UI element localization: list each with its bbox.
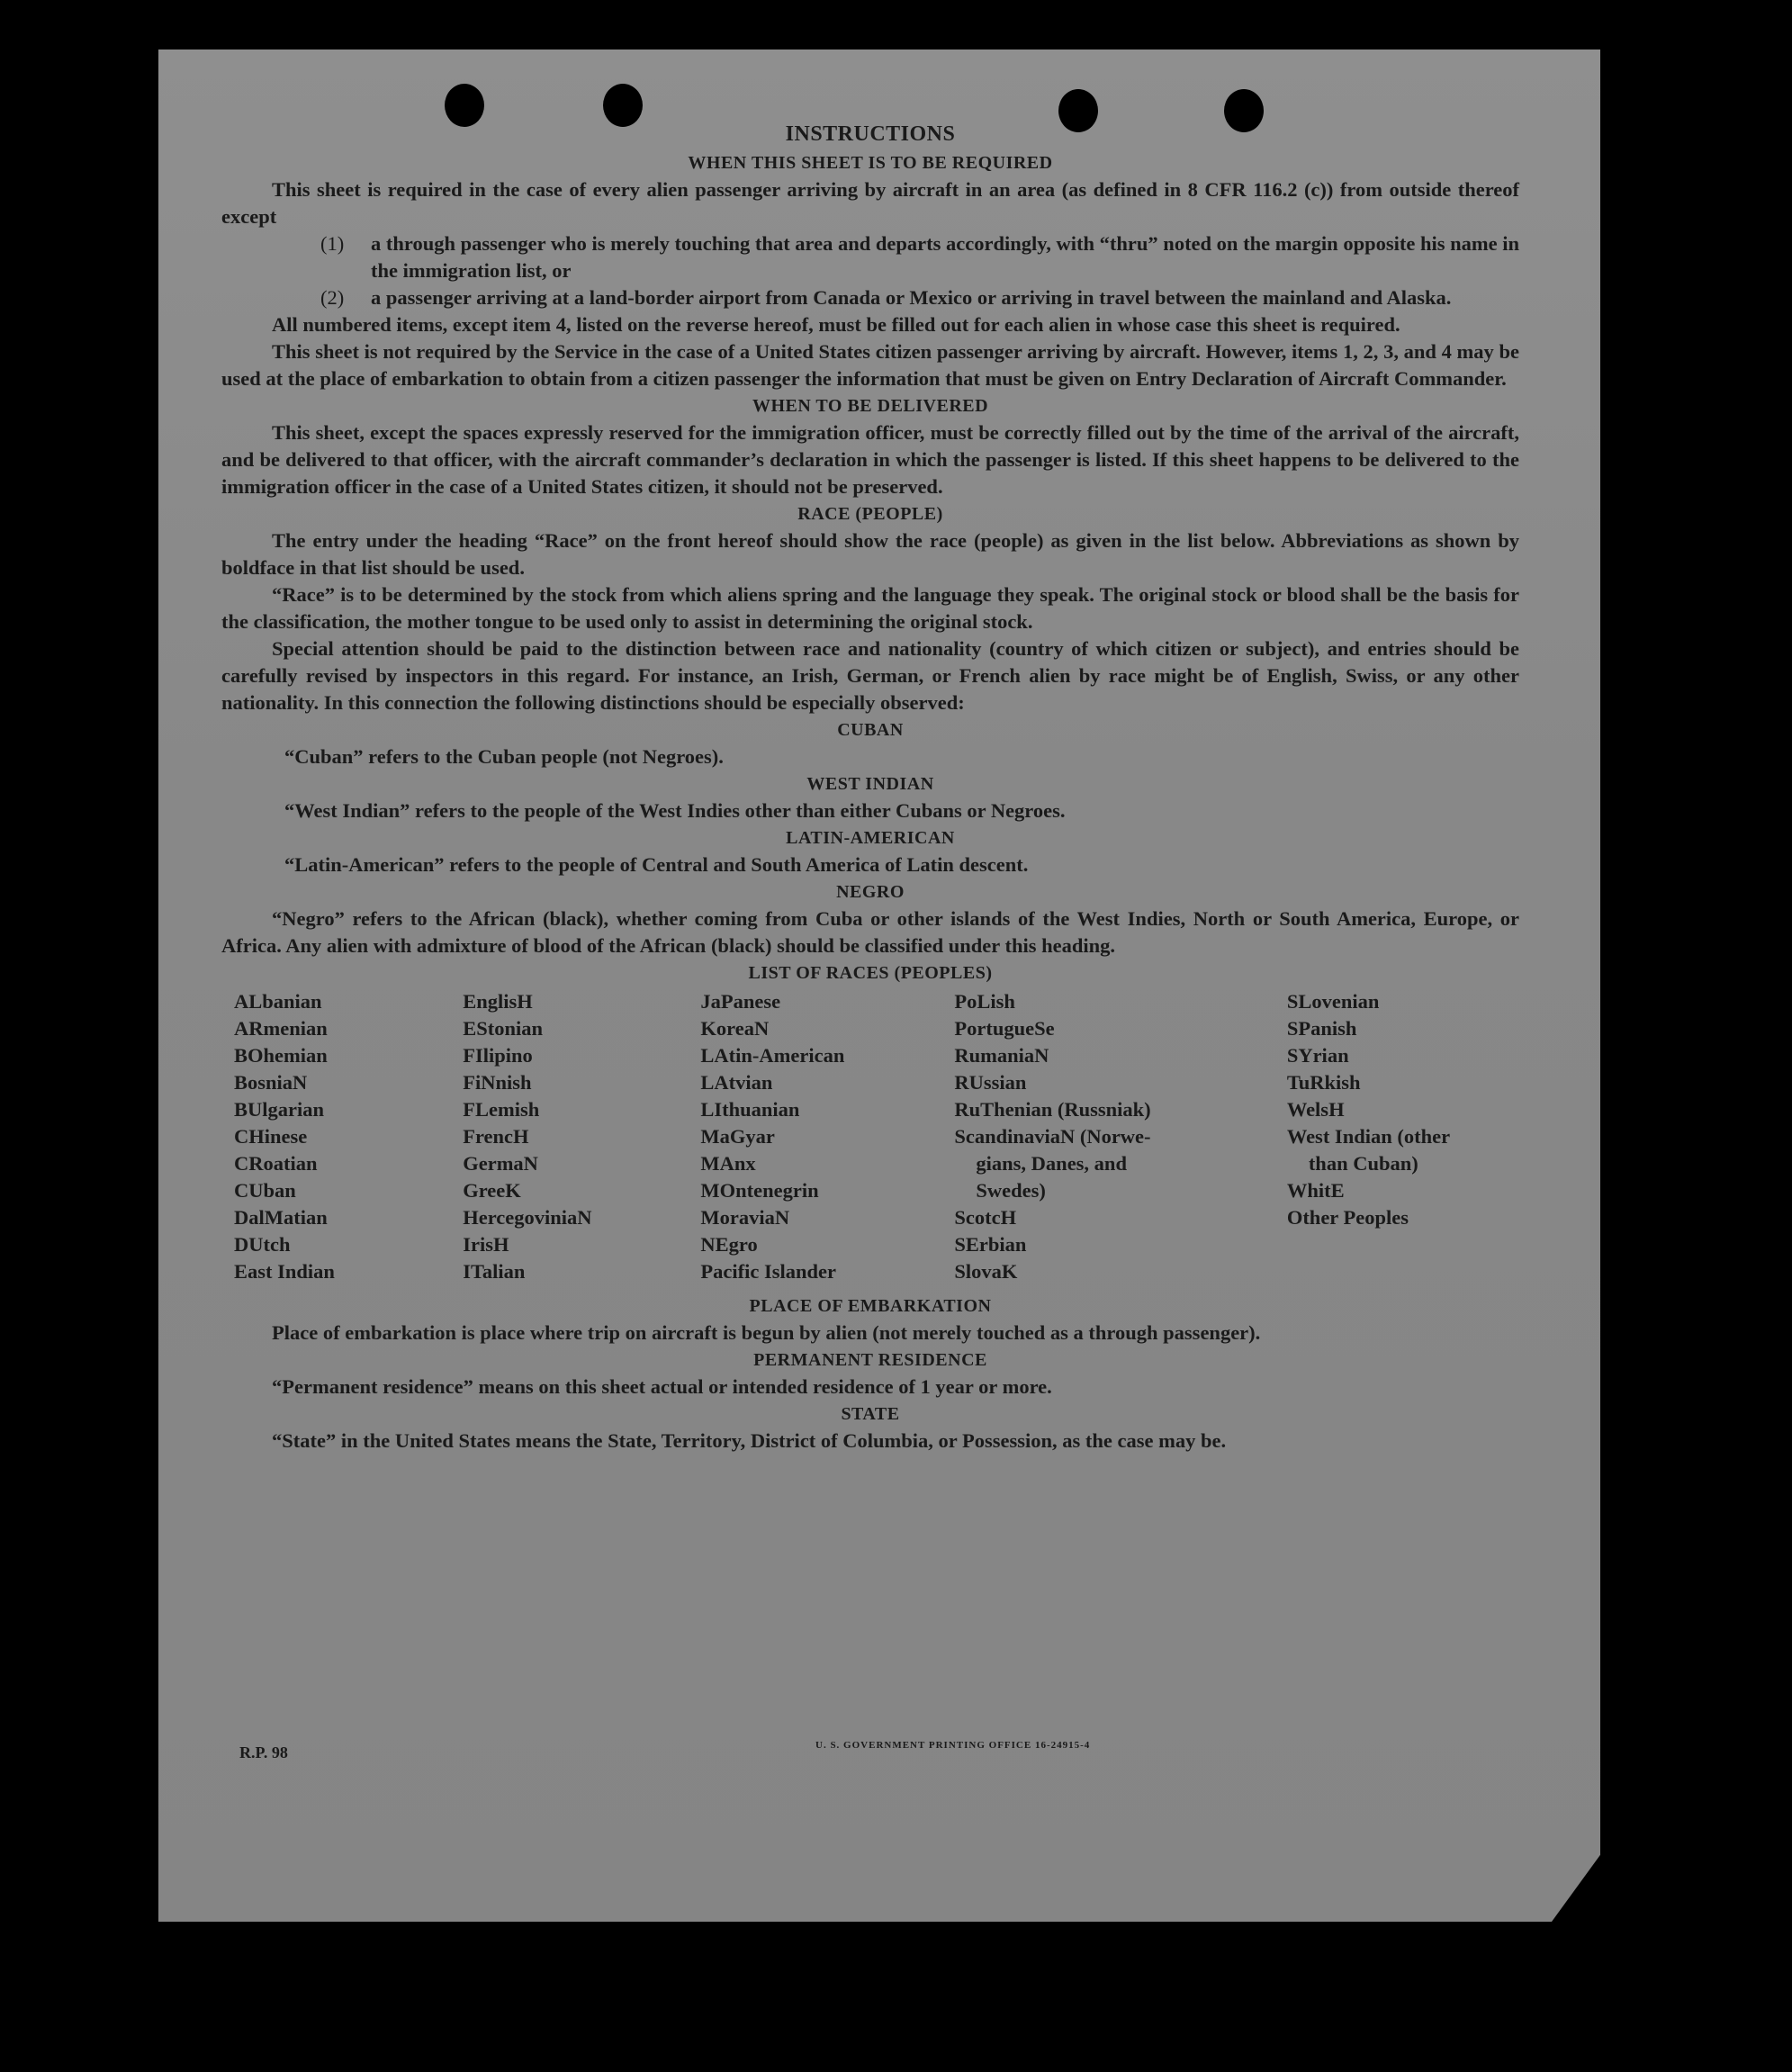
race-entry: ALbanian [234,990,322,1013]
race-entry: EStonian [463,1017,544,1040]
section-heading: STATE [841,1404,900,1424]
race-entry: FLemish [463,1098,540,1121]
race-entry: gians, Danes, and [976,1152,1127,1175]
race-entry: BosniaN [234,1071,308,1094]
race-entry: FiNnish [463,1071,532,1094]
race-entry: JaPanese [700,990,781,1013]
race-entry: HercegoviniaN [463,1206,592,1229]
race-column [234,988,463,1285]
race-entry: CUban [234,1179,296,1202]
section-heading: WHEN THIS SHEET IS TO BE REQUIRED [688,153,1053,173]
race-entry: LAtvian [700,1071,773,1094]
race-entry: ITalian [463,1260,526,1283]
race-column [954,988,1286,1285]
race-entry: SPanish [1286,1017,1357,1040]
race-entry: Swedes) [976,1179,1046,1202]
definition: Place of embarkation is place where trip on aircraft is begun by alien (not merely touched as a through passenger). [272,1321,1261,1344]
paragraph: “Race” is to be determined by the stock from which aliens spring and the language they speak. The original stock or blood shall be the basis for the classification, the mother tongue to be used only to assist in determining the original stock. [221,583,1519,633]
paragraph: The entry under the heading “Race” on the front hereof should show the race (people) as given in the list below. Abbreviations as shown by boldface in that list should be used. [221,529,1519,579]
race-entry: PortugueSe [954,1017,1055,1040]
section-heading: NEGRO [836,882,905,902]
paragraph: Special attention should be paid to the distinction between race and nationality (country of which citizen or subject), and entries should be carefully revised by inspectors in this regard. For instance, an Irish, German, or French alien by race might be of English, Swiss, or any other nationality. In this connection the following distinctions should be especially observed: [221,637,1519,714]
race-entry: GreeK [463,1179,521,1202]
definition: “Cuban” refers to the Cuban people (not Negroes). [284,745,724,768]
race-entry: GermaN [463,1152,538,1175]
race-entry: SLovenian [1286,990,1380,1013]
race-entry: MOntenegrin [700,1179,819,1202]
race-entry: RumaniaN [954,1044,1049,1067]
race-entry: TuRkish [1286,1071,1361,1094]
race-entry: SErbian [954,1233,1027,1256]
definition: “Negro” refers to the African (black), whether coming from Cuba or other islands of the West Indies, North or South America, Europe, or Africa. Any alien with admixture of blood of the African (black) should be classified under this heading. [221,907,1519,957]
race-entry: RUssian [954,1071,1027,1094]
definition: “State” in the United States means the State, Territory, District of Columbia, or Possession, as the case may be. [272,1429,1227,1452]
race-entry: EnglisH [463,990,533,1013]
race-entry: CHinese [234,1125,308,1148]
race-entry: BOhemian [234,1044,328,1067]
race-entry: MoraviaN [700,1206,790,1229]
race-entry: CRoatian [234,1152,318,1175]
race-entry: FrencH [463,1125,529,1148]
printer-imprint: U. S. GOVERNMENT PRINTING OFFICE 16-24915-4 [815,1740,1091,1751]
race-column [700,988,954,1285]
race-column [1287,988,1519,1285]
definition: “Permanent residence” means on this sheet actual or intended residence of 1 year or more. [272,1375,1052,1398]
document-sheet [158,50,1600,1922]
race-entry: East Indian [234,1260,335,1283]
race-entry: ScotcH [954,1206,1017,1229]
item-number: (1) [320,232,345,255]
race-entry: WelsH [1286,1098,1345,1121]
race-entry: MaGyar [700,1125,775,1148]
item-text: a passenger arriving at a land-border airport from Canada or Mexico or arriving in travel between the mainland and Alaska. [371,286,1452,309]
race-entry: ARmenian [234,1017,328,1040]
form-number: R.P. 98 [239,1743,288,1761]
race-column [463,988,700,1285]
definition: “West Indian” refers to the people of the West Indies other than either Cubans or Negroes. [284,799,1066,822]
race-entry: SlovaK [954,1260,1018,1283]
paragraph: All numbered items, except item 4, listed on the reverse hereof, must be filled out for each alien in whose case this sheet is required. [272,313,1400,336]
race-entry: NEgro [700,1233,758,1256]
race-entry: ScandinaviaN (Norwe- [954,1125,1151,1148]
race-entry: KoreaN [700,1017,770,1040]
section-heading: WHEN TO BE DELIVERED [752,396,989,416]
section-heading: WEST INDIAN [806,774,934,794]
race-entry: RuThenian (Russniak) [954,1098,1151,1121]
numbered-item [221,284,1519,311]
paragraph: This sheet is not required by the Service in the case of a United States citizen passenger arriving by aircraft. However, items 1, 2, 3, and 4 may be used at the place of embarkation to obtain from a citizen passenger the information that must be given on Entry Declaration of Aircraft Commander. [221,340,1519,390]
instructions-body [221,121,1519,1455]
race-entry: than Cuban) [1308,1152,1418,1175]
race-entry: LAtin-American [700,1044,845,1067]
race-entry: DalMatian [234,1206,328,1229]
race-entry: DUtch [234,1233,291,1256]
race-entry: Pacific Islander [700,1260,836,1283]
paragraph: This sheet, except the spaces expressly reserved for the immigration officer, must be correctly filled out by the time of the arrival of the aircraft, and be delivered to that officer, with the aircraft commander’s declaration in which the passenger is listed. If this sheet happens to be delivered to the immigration officer in the case of a United States citizen, it should not be preserved. [221,421,1519,498]
race-list [234,988,1519,1285]
folded-corner [1552,1823,1624,1922]
race-entry: WhitE [1286,1179,1345,1202]
race-entry: West Indian (other [1286,1125,1451,1148]
race-entry: IrisH [463,1233,509,1256]
item-text: a through passenger who is merely touching that area and departs accordingly, with “thru” noted on the margin opposite his name in the immigration list, or [371,232,1519,282]
section-heading: PLACE OF EMBARKATION [749,1296,992,1316]
numbered-item [221,230,1519,284]
section-heading: RACE (PEOPLE) [797,504,943,524]
section-heading: LATIN-AMERICAN [786,828,955,848]
paragraph: This sheet is required in the case of every alien passenger arriving by aircraft in an area (as defined in 8 CFR 116.2 (c)) from outside thereof except [221,178,1519,228]
race-entry: FIlipino [463,1044,533,1067]
page-title: INSTRUCTIONS [785,122,956,146]
section-heading: LIST OF RACES (PEOPLES) [748,963,993,983]
race-entry: PoLish [954,990,1015,1013]
race-entry: MAnx [700,1152,756,1175]
race-entry: Other Peoples [1286,1206,1409,1229]
race-entry: SYrian [1286,1044,1349,1067]
race-entry: LIthuanian [700,1098,800,1121]
definition: “Latin-American” refers to the people of Central and South America of Latin descent. [284,853,1029,876]
section-heading: CUBAN [837,720,904,740]
item-number: (2) [320,286,345,309]
race-entry: BUlgarian [234,1098,325,1121]
section-heading: PERMANENT RESIDENCE [753,1350,987,1370]
